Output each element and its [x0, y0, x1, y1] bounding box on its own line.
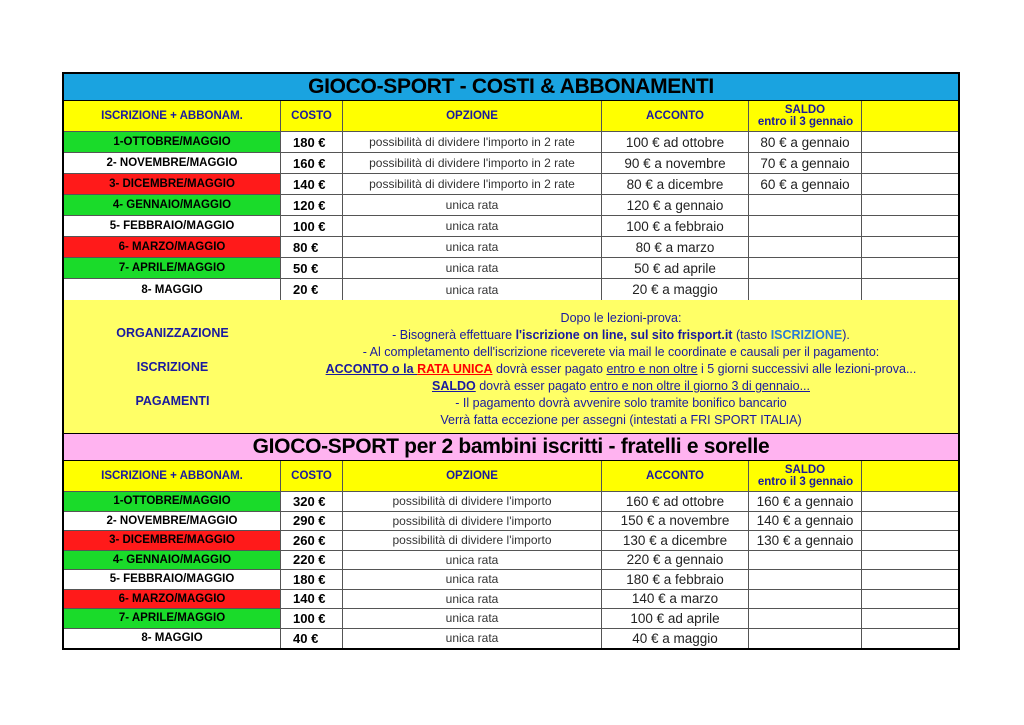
row-empty — [862, 629, 958, 649]
table-row — [64, 132, 958, 153]
row-label: 7- APRILE/MAGGIO — [64, 609, 281, 628]
section2-rows — [64, 492, 958, 648]
row-acconto: 180 € a febbraio — [602, 570, 749, 589]
row-empty — [862, 153, 958, 173]
row-empty — [862, 609, 958, 628]
row-costo: 100 € — [281, 609, 343, 628]
table-row — [64, 258, 958, 279]
info-line-5b: dovrà esser pagato — [475, 379, 590, 393]
row-costo: 160 € — [281, 153, 343, 173]
row-opzione: unica rata — [343, 195, 602, 215]
row-costo: 100 € — [281, 216, 343, 236]
info-line-2c: (tasto — [732, 328, 771, 342]
info-line-6: - Il pagamento dovrà avvenire solo tramite bonifico bancario — [455, 396, 787, 410]
info-label-organizzazione: ORGANIZZAZIONE — [116, 326, 229, 340]
info-line-5a: SALDO — [431, 379, 476, 393]
row-costo: 20 € — [281, 279, 343, 300]
row-acconto: 80 € a marzo — [602, 237, 749, 257]
row-acconto: 50 € ad aprile — [602, 258, 749, 278]
row-costo: 140 € — [281, 174, 343, 194]
price-table — [62, 72, 960, 650]
row-empty — [862, 512, 958, 531]
table-row — [64, 629, 958, 649]
section2-title-row — [64, 434, 958, 461]
header-opzione: OPZIONE — [343, 101, 602, 131]
row-opzione: unica rata — [343, 609, 602, 628]
row-saldo — [749, 195, 862, 215]
section1-title: GIOCO-SPORT - COSTI & ABBONAMENTI — [308, 75, 714, 98]
table-row — [64, 570, 958, 590]
row-opzione: unica rata — [343, 551, 602, 570]
info-line-4e: i 5 giorni successivi alle lezioni-prova... — [697, 362, 917, 376]
row-acconto: 100 € a febbraio — [602, 216, 749, 236]
row-costo: 80 € — [281, 237, 343, 257]
row-opzione: possibilità di dividere l'importo — [343, 512, 602, 531]
row-label: 5- FEBBRAIO/MAGGIO — [64, 216, 281, 236]
info-left-labels — [64, 300, 281, 433]
table-row — [64, 216, 958, 237]
row-label: 8- MAGGIO — [64, 629, 281, 649]
row-empty — [862, 237, 958, 257]
row-acconto: 140 € a marzo — [602, 590, 749, 609]
row-label: 1-OTTOBRE/MAGGIO — [64, 132, 281, 152]
row-label: 3- DICEMBRE/MAGGIO — [64, 531, 281, 550]
info-block — [64, 300, 958, 434]
header-saldo-line2: entro il 3 gennaio — [757, 116, 854, 128]
row-empty — [862, 492, 958, 511]
row-saldo — [749, 629, 862, 649]
table-row — [64, 279, 958, 300]
row-empty — [862, 174, 958, 194]
row-opzione: possibilità di dividere l'importo in 2 rate — [343, 174, 602, 194]
header-costo: COSTO — [281, 101, 343, 131]
section2-title-text: GIOCO-SPORT per 2 bambini iscritti - fratelli e sorelle — [252, 435, 770, 458]
header-saldo-line1: SALDO — [784, 104, 826, 116]
header2-opzione: OPZIONE — [343, 461, 602, 491]
row-costo: 290 € — [281, 512, 343, 531]
row-opzione: possibilità di dividere l'importo in 2 rate — [343, 132, 602, 152]
row-empty — [862, 570, 958, 589]
info-line-2 — [281, 327, 961, 344]
header-empty — [862, 101, 958, 131]
row-acconto: 130 € a dicembre — [602, 531, 749, 550]
row-acconto: 100 € ad aprile — [602, 609, 749, 628]
row-label: 8- MAGGIO — [64, 279, 281, 300]
row-costo: 220 € — [281, 551, 343, 570]
table-row — [64, 195, 958, 216]
row-saldo — [749, 258, 862, 278]
info-line-2b: l'iscrizione on line, sul sito frisport.it — [515, 328, 733, 342]
row-acconto: 40 € a maggio — [602, 629, 749, 649]
table-row — [64, 590, 958, 610]
info-line-4a: ACCONTO o la — [325, 362, 418, 376]
row-opzione: possibilità di dividere l'importo in 2 rate — [343, 153, 602, 173]
info-line-2e: ). — [842, 328, 850, 342]
row-saldo — [749, 551, 862, 570]
row-opzione: unica rata — [343, 629, 602, 649]
row-saldo: 60 € a gennaio — [749, 174, 862, 194]
info-line-2d: ISCRIZIONE — [770, 328, 843, 342]
row-costo: 120 € — [281, 195, 343, 215]
row-acconto: 160 € ad ottobre — [602, 492, 749, 511]
info-label-pagamenti: PAGAMENTI — [135, 394, 210, 408]
row-costo: 140 € — [281, 590, 343, 609]
row-saldo — [749, 237, 862, 257]
row-acconto: 100 € ad ottobre — [602, 132, 749, 152]
row-empty — [862, 551, 958, 570]
info-line-7: Verrà fatta eccezione per assegni (intestati a FRI SPORT ITALIA) — [440, 413, 802, 427]
row-label: 5- FEBBRAIO/MAGGIO — [64, 570, 281, 589]
table-row — [64, 531, 958, 551]
row-opzione: unica rata — [343, 279, 602, 300]
header2-empty — [862, 461, 958, 491]
header2-saldo-line1: SALDO — [784, 464, 826, 476]
row-acconto: 120 € a gennaio — [602, 195, 749, 215]
header2-saldo-line2: entro il 3 gennaio — [757, 476, 854, 488]
table-row — [64, 492, 958, 512]
row-label: 6- MARZO/MAGGIO — [64, 237, 281, 257]
info-line-2a: - Bisognerà effettuare — [392, 328, 516, 342]
row-acconto: 80 € a dicembre — [602, 174, 749, 194]
row-saldo — [749, 609, 862, 628]
info-line-5 — [281, 378, 961, 395]
row-empty — [862, 590, 958, 609]
row-opzione: possibilità di dividere l'importo — [343, 531, 602, 550]
row-saldo: 70 € a gennaio — [749, 153, 862, 173]
table-row — [64, 609, 958, 629]
info-line-4b: RATA UNICA — [417, 362, 493, 376]
table-row — [64, 174, 958, 195]
row-saldo — [749, 279, 862, 300]
header-iscrizione: ISCRIZIONE + ABBONAM. — [64, 101, 281, 131]
info-line-4 — [281, 361, 961, 378]
info-line-4d: entro e non oltre — [606, 362, 698, 376]
table-row — [64, 551, 958, 571]
info-line-5c: entro e non oltre il giorno 3 di gennaio... — [589, 379, 810, 393]
row-costo: 320 € — [281, 492, 343, 511]
row-saldo: 130 € a gennaio — [749, 531, 862, 550]
info-label-iscrizione: ISCRIZIONE — [136, 360, 209, 374]
row-saldo — [749, 216, 862, 236]
row-opzione: possibilità di dividere l'importo — [343, 492, 602, 511]
row-costo: 180 € — [281, 570, 343, 589]
row-costo: 50 € — [281, 258, 343, 278]
row-opzione: unica rata — [343, 237, 602, 257]
info-line-1: Dopo le lezioni-prova: — [560, 311, 682, 325]
header2-acconto: ACCONTO — [602, 461, 749, 491]
row-empty — [862, 132, 958, 152]
row-opzione: unica rata — [343, 570, 602, 589]
info-line-4c: dovrà esser pagato — [492, 362, 607, 376]
table-row — [64, 237, 958, 258]
info-line-3: - Al completamento dell'iscrizione riceverete via mail le coordinate e causali per il pagamento: — [362, 345, 880, 359]
header2-costo: COSTO — [281, 461, 343, 491]
table-row — [64, 153, 958, 174]
row-acconto: 90 € a novembre — [602, 153, 749, 173]
section1-rows — [64, 132, 958, 300]
row-label: 2- NOVEMBRE/MAGGIO — [64, 512, 281, 531]
row-opzione: unica rata — [343, 258, 602, 278]
row-empty — [862, 258, 958, 278]
row-saldo: 140 € a gennaio — [749, 512, 862, 531]
row-costo: 180 € — [281, 132, 343, 152]
row-saldo: 80 € a gennaio — [749, 132, 862, 152]
row-acconto: 20 € a maggio — [602, 279, 749, 300]
row-label: 3- DICEMBRE/MAGGIO — [64, 174, 281, 194]
row-saldo — [749, 570, 862, 589]
row-label: 2- NOVEMBRE/MAGGIO — [64, 153, 281, 173]
row-costo: 260 € — [281, 531, 343, 550]
row-saldo — [749, 590, 862, 609]
row-label: 1-OTTOBRE/MAGGIO — [64, 492, 281, 511]
row-label: 4- GENNAIO/MAGGIO — [64, 195, 281, 215]
row-label: 4- GENNAIO/MAGGIO — [64, 551, 281, 570]
row-label: 7- APRILE/MAGGIO — [64, 258, 281, 278]
row-opzione: unica rata — [343, 216, 602, 236]
header-acconto: ACCONTO — [602, 101, 749, 131]
row-label: 6- MARZO/MAGGIO — [64, 590, 281, 609]
table-row — [64, 512, 958, 532]
row-empty — [862, 279, 958, 300]
row-acconto: 220 € a gennaio — [602, 551, 749, 570]
section1-title-row — [64, 74, 958, 101]
section2-title — [64, 434, 958, 460]
info-text — [281, 310, 961, 429]
row-opzione: unica rata — [343, 590, 602, 609]
row-acconto: 150 € a novembre — [602, 512, 749, 531]
row-saldo: 160 € a gennaio — [749, 492, 862, 511]
row-empty — [862, 195, 958, 215]
header2-iscrizione: ISCRIZIONE + ABBONAM. — [64, 461, 281, 491]
row-empty — [862, 216, 958, 236]
row-costo: 40 € — [281, 629, 343, 649]
row-empty — [862, 531, 958, 550]
